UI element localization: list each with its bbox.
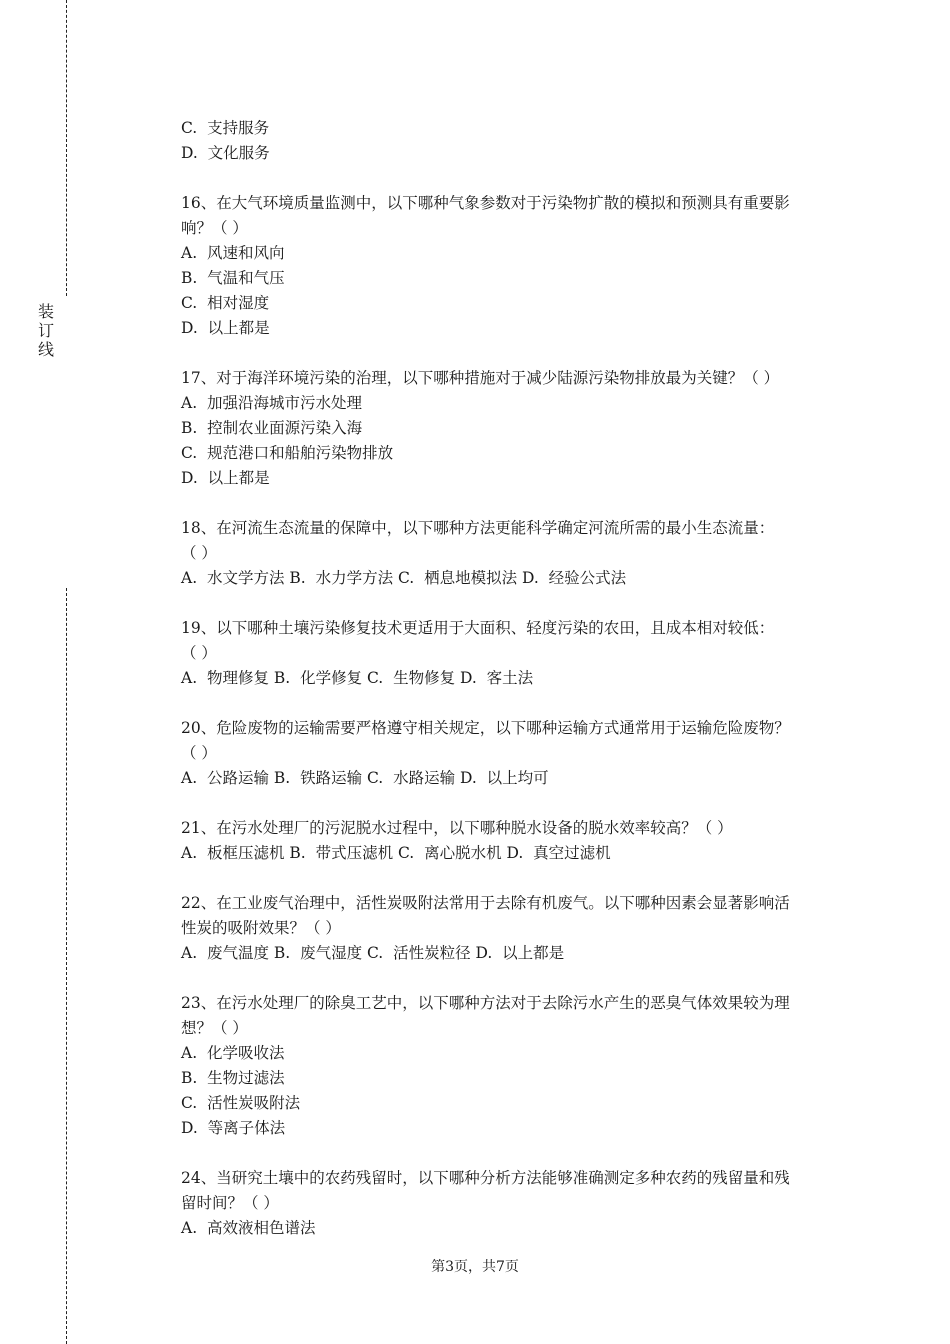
option: C. 相对湿度	[181, 294, 270, 312]
option: A. 废气温度 B. 废气湿度 C. 活性炭粒径 D. 以上都是	[181, 944, 565, 962]
question-23	[181, 991, 841, 1141]
question-stem: （ ）	[181, 744, 217, 762]
binding-dashed-line-bottom	[66, 588, 67, 1344]
question-19	[181, 616, 841, 691]
question-16	[181, 191, 841, 341]
question-stem: 19、以下哪种土壤污染修复技术更适用于大面积、轻度污染的农田，且成本相对较低：	[181, 619, 775, 637]
option: B. 气温和气压	[181, 269, 285, 287]
question-stem: 17、对于海洋环境污染的治理，以下哪种措施对于减少陆源污染物排放最为关键？（ ）	[181, 369, 780, 387]
option: A. 化学吸收法	[181, 1044, 285, 1062]
question-22	[181, 891, 841, 966]
option: A. 公路运输 B. 铁路运输 C. 水路运输 D. 以上均可	[181, 769, 549, 787]
option: C. 活性炭吸附法	[181, 1094, 301, 1112]
question-stem: 想？（ ）	[181, 1019, 248, 1037]
option: A. 板框压滤机 B. 带式压滤机 C. 离心脱水机 D. 真空过滤机	[181, 844, 611, 862]
question-stem: 留时间？（ ）	[181, 1194, 279, 1212]
question-stem: 21、在污水处理厂的污泥脱水过程中，以下哪种脱水设备的脱水效率较高？（ ）	[181, 819, 733, 837]
question-stem: 20、危险废物的运输需要严格遵守相关规定，以下哪种运输方式通常用于运输危险废物？	[181, 719, 790, 737]
question-stem: 16、在大气环境质量监测中，以下哪种气象参数对于污染物扩散的模拟和预测具有重要影	[181, 194, 790, 212]
question-24	[181, 1166, 841, 1241]
question-stem: 响？（ ）	[181, 219, 248, 237]
option: C. 支持服务	[181, 119, 270, 137]
binding-label: 装订线	[37, 302, 54, 359]
question-stem: 18、在河流生态流量的保障中，以下哪种方法更能科学确定河流所需的最小生态流量：	[181, 519, 775, 537]
question-list	[181, 191, 841, 1241]
option: B. 控制农业面源污染入海	[181, 419, 363, 437]
page-number: 第3页，共7页	[431, 1259, 519, 1275]
question-17	[181, 366, 841, 491]
question-21	[181, 816, 841, 866]
option: D. 以上都是	[181, 319, 270, 337]
option: B. 生物过滤法	[181, 1069, 285, 1087]
option: A. 高效液相色谱法	[181, 1219, 316, 1237]
question-stem: 23、在污水处理厂的除臭工艺中，以下哪种方法对于去除污水产生的恶臭气体效果较为理	[181, 994, 790, 1012]
question-stem: 24、当研究土壤中的农药残留时，以下哪种分析方法能够准确测定多种农药的残留量和残	[181, 1169, 790, 1187]
question-stem: 性炭的吸附效果？（ ）	[181, 919, 341, 937]
option: D. 文化服务	[181, 144, 270, 162]
question-20	[181, 716, 841, 791]
intro-options	[181, 116, 841, 166]
option: D. 等离子体法	[181, 1119, 286, 1137]
option: A. 加强沿海城市污水处理	[181, 394, 362, 412]
option: A. 物理修复 B. 化学修复 C. 生物修复 D. 客土法	[181, 669, 534, 687]
exam-content	[181, 116, 841, 1241]
question-stem: 22、在工业废气治理中，活性炭吸附法常用于去除有机废气。以下哪种因素会显著影响活	[181, 894, 790, 912]
option: D. 以上都是	[181, 469, 270, 487]
question-stem: （ ）	[181, 544, 217, 562]
binding-dashed-line-top	[66, 0, 67, 296]
option: C. 规范港口和船舶污染物排放	[181, 444, 394, 462]
option: A. 风速和风向	[181, 244, 285, 262]
question-18	[181, 516, 841, 591]
question-stem: （ ）	[181, 644, 217, 662]
option: A. 水文学方法 B. 水力学方法 C. 栖息地模拟法 D. 经验公式法	[181, 569, 627, 587]
